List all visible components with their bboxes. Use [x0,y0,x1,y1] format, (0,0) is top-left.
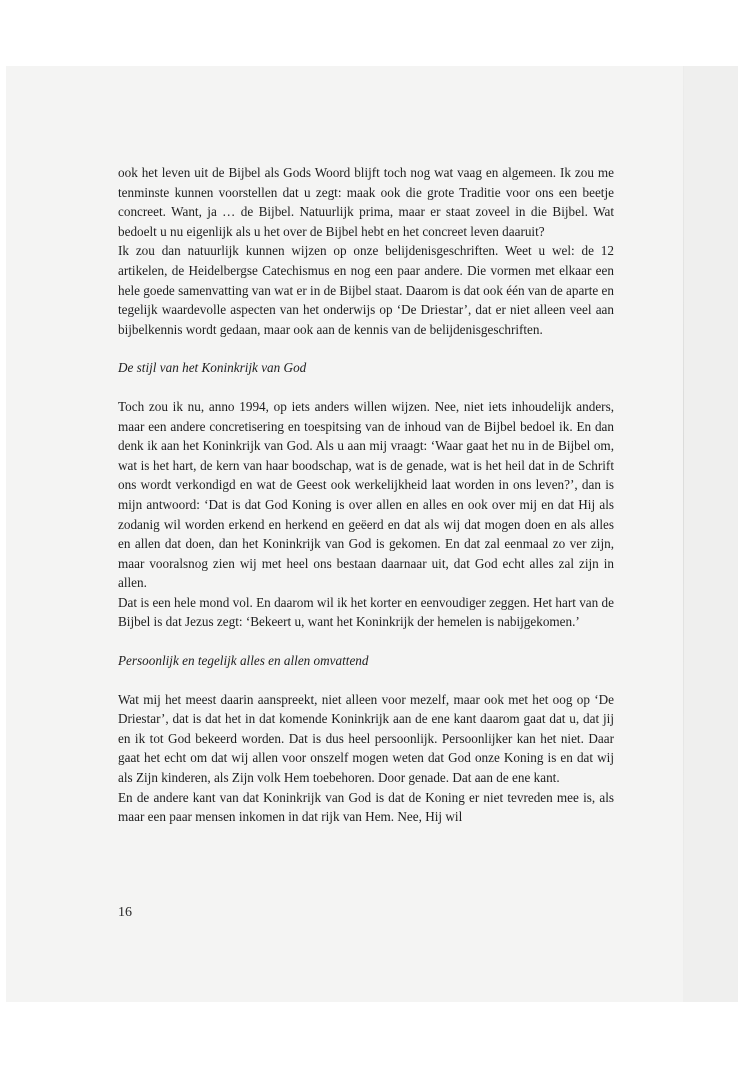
page-number: 16 [118,905,132,920]
paragraph-intro-2: Ik zou dan natuurlijk kunnen wijzen op onze belijdenisgeschriften. Weet u wel: de 12 artikelen, de Heidelbergse Catechismus en nog een paar andere. Die vormen met elkaar een hele goede samenvatting van wat er in de Bijbel staat. Daarom is dat ook één van de aparte en tegelijk waardevolle aspecten van het onderwijs op ‘De Driestar’, dat er niet alleen veel aan bijbelkennis wordt gedaan, maar ook aan de kennis van de belijdenisgeschriften. [118,243,614,337]
section-heading-koninkrijk: De stijl van het Koninkrijk van God [118,360,307,376]
paragraph-section2-1: Wat mij het meest daarin aanspreekt, niet alleen voor mezelf, maar ook met het oog op ‘De Driestar’, dat is dat het in dat komende Koninkrijk aan de ene kant daarom gaat dat u, dat jij en ik tot God bekeerd worden. Dat is dus heel persoonlijk. Persoonlijker kan het niet. Daar gaat het echt om dat wij allen voor onszelf mogen weten dat God onze Koning is en dat wij als Zijn kinderen, als Zijn volk Hem toebehoren. Door genade. Dat aan de ene kant. [118,691,614,786]
paragraph-section2-2: En de andere kant van dat Koninkrijk van God is dat de Koning er niet tevreden mee is, als maar een paar mensen inkomen in dat rijk van Hem. Nee, Hij wil [118,789,614,825]
paragraph-section1-1: Toch zou ik nu, anno 1994, op iets anders willen wijzen. Nee, niet iets inhoudelijk anders, maar een andere concretisering en toespitsing van de inhoud van de Bijbel bedoel ik. En dan denk ik aan het Koninkrijk van God. Als u aan mij vraagt: ‘Waar gaat het nu in de Bijbel om, wat is het hart, de kern van haar boodschap, wat is de genade, wat is het heil dat in de Schrift ons wordt verkondigd en wat de Geest ook werkelijkheid laat worden in ons leven?’, dan is mijn antwoord: ‘Dat is dat God Koning is over allen en alles en ook over mij en dat Hij als zodanig wil worden erkend en herkend en geëerd en dat als wij dat mogen doen en als alles en allen dat doen, dan het Koninkrijk van God is gekomen. En dat zal eenmaal zo ver zijn, maar vooralsnog zien wij met heel ons bestaan daarnaar uit, dat God echt alles zal zijn in allen. [118,398,614,591]
next-page-strip [684,66,738,1002]
body-text [118,163,614,827]
page-edge-line [683,66,684,1002]
paragraph-intro-1: ook het leven uit de Bijbel als Gods Woord blijft toch nog wat vaag en algemeen. Ik zou me tenminste kunnen voorstellen dat u zegt: maak ook die grote Traditie voor ons een beetje concreet. Want, ja … de Bijbel. Natuurlijk prima, maar er staat zoveel in die Bijbel. Wat bedoelt u nu eigenlijk als u het over de Bijbel hebt en het concreet leven daaruit? [118,165,614,239]
paragraph-section1-2: Dat is een hele mond vol. En daarom wil ik het korter en eenvoudiger zeggen. Het hart van de Bijbel is dat Jezus zegt: ‘Bekeert u, want het Koninkrijk der hemelen is nabijgekomen.’ [118,594,614,630]
section-heading-persoonlijk: Persoonlijk en tegelijk alles en allen omvattend [118,653,369,669]
